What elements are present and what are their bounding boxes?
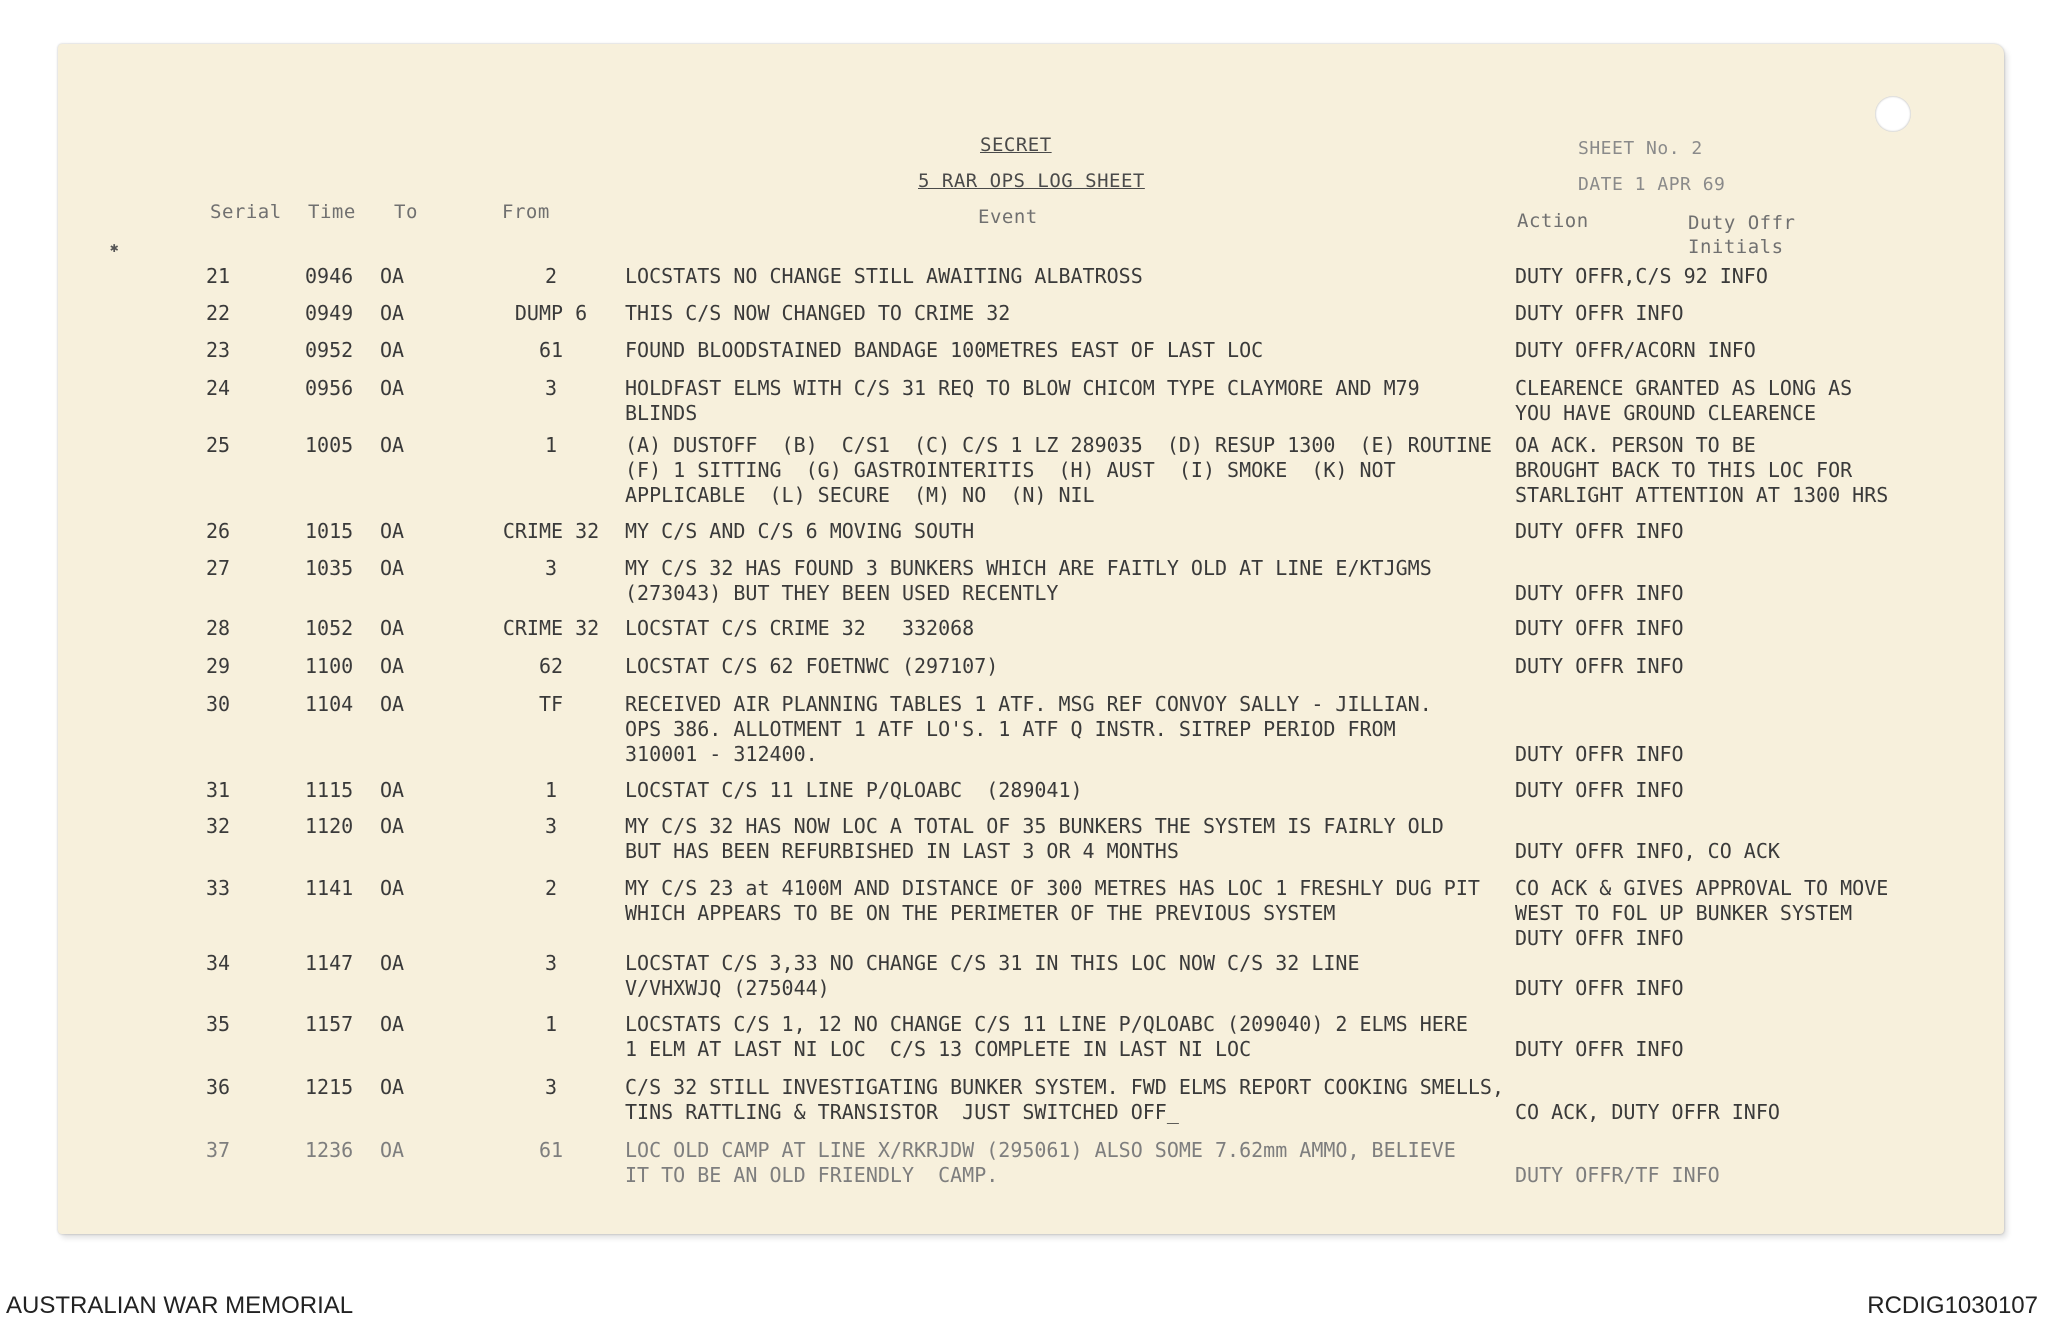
- time-cell: 1215: [305, 1075, 354, 1099]
- serial-cell: 28: [206, 616, 231, 640]
- archive-name: AUSTRALIAN WAR MEMORIAL: [6, 1292, 354, 1319]
- action-line: [1515, 1138, 1915, 1163]
- event-line: LOCSTATS C/S 1, 12 NO CHANGE C/S 11 LINE P/QLOABC (209040) 2 ELMS HERE: [625, 1012, 1468, 1036]
- event-cell: [625, 1012, 1575, 1062]
- action-line: [1515, 1075, 1915, 1100]
- from-cell: TF: [538, 692, 564, 716]
- time-cell: 1100: [305, 654, 354, 678]
- to-cell: OA: [380, 876, 405, 900]
- from-cell: 1: [544, 433, 558, 457]
- serial-cell: 23: [206, 338, 231, 362]
- event-line: 1 ELM AT LAST NI LOC C/S 13 COMPLETE IN LAST NI LOC: [625, 1037, 1252, 1061]
- to-cell: OA: [380, 338, 405, 362]
- event-line: HOLDFAST ELMS WITH C/S 31 REQ TO BLOW CHICOM TYPE CLAYMORE AND M79: [625, 376, 1420, 400]
- action-line: STARLIGHT ATTENTION AT 1300 HRS: [1515, 483, 1889, 507]
- margin-mark: ✱: [110, 240, 119, 256]
- time-cell: 1141: [305, 876, 354, 900]
- column-header-to: To: [394, 201, 418, 223]
- column-header-serial: Serial: [210, 201, 282, 223]
- time-cell: 0952: [305, 338, 354, 362]
- serial-cell: 35: [206, 1012, 231, 1036]
- time-cell: 1005: [305, 433, 354, 457]
- action-line: DUTY OFFR INFO: [1515, 519, 1684, 543]
- action-line: [1515, 717, 1915, 742]
- to-cell: OA: [380, 1138, 405, 1162]
- serial-cell: 27: [206, 556, 231, 580]
- to-cell: OA: [380, 376, 405, 400]
- event-cell: [625, 616, 1575, 641]
- column-header-action: Action: [1517, 210, 1589, 232]
- time-cell: 0949: [305, 301, 354, 325]
- to-cell: OA: [380, 654, 405, 678]
- event-cell: [625, 814, 1575, 864]
- to-cell: OA: [380, 519, 405, 543]
- to-cell: OA: [380, 1012, 405, 1036]
- time-cell: 1120: [305, 814, 354, 838]
- time-cell: 1035: [305, 556, 354, 580]
- action-line: DUTY OFFR INFO: [1515, 616, 1684, 640]
- action-cell: [1515, 692, 1915, 767]
- action-line: DUTY OFFR INFO: [1515, 301, 1684, 325]
- event-line: (A) DUSTOFF (B) C/S1 (C) C/S 1 LZ 289035 (D) RESUP 1300 (E) ROUTINE: [625, 433, 1492, 457]
- from-cell: 2: [544, 264, 558, 288]
- action-line: WEST TO FOL UP BUNKER SYSTEM: [1515, 901, 1853, 925]
- action-cell: [1515, 654, 1915, 679]
- action-cell: [1515, 301, 1915, 326]
- event-cell: [625, 264, 1575, 289]
- event-cell: [625, 1075, 1575, 1125]
- archive-footer: [0, 1292, 2048, 1322]
- action-cell: [1515, 1012, 1915, 1062]
- from-cell: 3: [544, 376, 558, 400]
- to-cell: OA: [380, 692, 405, 716]
- column-header-duty-officer: Duty Offr: [1688, 212, 1796, 234]
- event-cell: [625, 376, 1575, 426]
- event-cell: [625, 301, 1575, 326]
- document-title: 5 RAR OPS LOG SHEET: [918, 170, 1145, 192]
- event-line: (273043) BUT THEY BEEN USED RECENTLY: [625, 581, 1059, 605]
- event-line: LOCSTAT C/S 62 FOETNWC (297107): [625, 654, 999, 678]
- action-line: CO ACK, DUTY OFFR INFO: [1515, 1100, 1780, 1124]
- column-header-time: Time: [308, 201, 356, 223]
- serial-cell: 24: [206, 376, 231, 400]
- time-cell: 1236: [305, 1138, 354, 1162]
- event-cell: [625, 778, 1575, 803]
- event-line: THIS C/S NOW CHANGED TO CRIME 32: [625, 301, 1011, 325]
- time-cell: 1104: [305, 692, 354, 716]
- event-line: V/VHXWJQ (275044): [625, 976, 830, 1000]
- action-line: DUTY OFFR INFO: [1515, 742, 1684, 766]
- serial-cell: 25: [206, 433, 231, 457]
- serial-cell: 30: [206, 692, 231, 716]
- event-cell: [625, 1138, 1575, 1188]
- action-cell: [1515, 616, 1915, 641]
- punch-hole: [1875, 96, 1911, 132]
- to-cell: OA: [380, 1075, 405, 1099]
- event-line: MY C/S 32 HAS FOUND 3 BUNKERS WHICH ARE FAITLY OLD AT LINE E/KTJGMS: [625, 556, 1432, 580]
- action-line: [1515, 556, 1915, 581]
- action-line: DUTY OFFR INFO: [1515, 581, 1684, 605]
- serial-cell: 33: [206, 876, 231, 900]
- from-cell: 3: [544, 556, 558, 580]
- action-cell: [1515, 556, 1915, 606]
- event-line: OPS 386. ALLOTMENT 1 ATF LO'S. 1 ATF Q INSTR. SITREP PERIOD FROM: [625, 717, 1396, 741]
- sheet-number: SHEET No. 2: [1578, 138, 1703, 159]
- to-cell: OA: [380, 814, 405, 838]
- event-line: TINS RATTLING & TRANSISTOR JUST SWITCHED OFF_: [625, 1100, 1179, 1124]
- action-line: [1515, 1012, 1915, 1037]
- to-cell: OA: [380, 301, 405, 325]
- event-line: MY C/S 32 HAS NOW LOC A TOTAL OF 35 BUNKERS THE SYSTEM IS FAIRLY OLD: [625, 814, 1444, 838]
- time-cell: 0946: [305, 264, 354, 288]
- action-cell: [1515, 876, 1915, 951]
- event-line: MY C/S AND C/S 6 MOVING SOUTH: [625, 519, 975, 543]
- serial-cell: 29: [206, 654, 231, 678]
- archive-reference: RCDIG1030107: [1867, 1292, 2038, 1319]
- action-line: DUTY OFFR/ACORN INFO: [1515, 338, 1756, 362]
- action-line: DUTY OFFR/TF INFO: [1515, 1163, 1720, 1187]
- serial-cell: 36: [206, 1075, 231, 1099]
- to-cell: OA: [380, 951, 405, 975]
- from-cell: CRIME 32: [502, 616, 600, 640]
- action-line: OA ACK. PERSON TO BE: [1515, 433, 1756, 457]
- from-cell: 62: [538, 654, 564, 678]
- serial-cell: 37: [206, 1138, 231, 1162]
- event-cell: [625, 338, 1575, 363]
- serial-cell: 32: [206, 814, 231, 838]
- log-sheet-page: [58, 44, 2004, 1234]
- event-line: C/S 32 STILL INVESTIGATING BUNKER SYSTEM. FWD ELMS REPORT COOKING SMELLS,: [625, 1075, 1504, 1099]
- from-cell: 3: [544, 814, 558, 838]
- sheet-date: DATE 1 APR 69: [1578, 174, 1726, 195]
- from-cell: 61: [538, 338, 564, 362]
- event-line: MY C/S 23 at 4100M AND DISTANCE OF 300 METRES HAS LOC 1 FRESHLY DUG PIT: [625, 876, 1480, 900]
- serial-cell: 21: [206, 264, 231, 288]
- action-line: DUTY OFFR INFO: [1515, 926, 1684, 950]
- event-cell: [625, 556, 1575, 606]
- event-line: IT TO BE AN OLD FRIENDLY CAMP.: [625, 1163, 999, 1187]
- event-line: (F) 1 SITTING (G) GASTROINTERITIS (H) AUST (I) SMOKE (K) NOT: [625, 458, 1396, 482]
- to-cell: OA: [380, 264, 405, 288]
- time-cell: 1052: [305, 616, 354, 640]
- action-cell: [1515, 376, 1915, 426]
- from-cell: 1: [544, 778, 558, 802]
- event-line: LOCSTAT C/S 3,33 NO CHANGE C/S 31 IN THIS LOC NOW C/S 32 LINE: [625, 951, 1360, 975]
- action-cell: [1515, 519, 1915, 544]
- action-cell: [1515, 1138, 1915, 1188]
- event-cell: [625, 433, 1575, 508]
- event-line: BUT HAS BEEN REFURBISHED IN LAST 3 OR 4 MONTHS: [625, 839, 1179, 863]
- action-line: [1515, 692, 1915, 717]
- event-cell: [625, 692, 1575, 767]
- event-line: 310001 - 312400.: [625, 742, 818, 766]
- event-line: BLINDS: [625, 401, 698, 425]
- event-line: LOC OLD CAMP AT LINE X/RKRJDW (295061) ALSO SOME 7.62mm AMMO, BELIEVE: [625, 1138, 1456, 1162]
- from-cell: 61: [538, 1138, 564, 1162]
- action-line: DUTY OFFR INFO: [1515, 976, 1684, 1000]
- time-cell: 0956: [305, 376, 354, 400]
- serial-cell: 34: [206, 951, 231, 975]
- action-line: BROUGHT BACK TO THIS LOC FOR: [1515, 458, 1853, 482]
- time-cell: 1115: [305, 778, 354, 802]
- action-cell: [1515, 338, 1915, 363]
- event-line: LOCSTATS NO CHANGE STILL AWAITING ALBATROSS: [625, 264, 1143, 288]
- column-header-initials: Initials: [1688, 236, 1784, 258]
- event-line: RECEIVED AIR PLANNING TABLES 1 ATF. MSG REF CONVOY SALLY - JILLIAN.: [625, 692, 1432, 716]
- to-cell: OA: [380, 616, 405, 640]
- action-cell: [1515, 264, 1915, 289]
- event-line: FOUND BLOODSTAINED BANDAGE 100METRES EAST OF LAST LOC: [625, 338, 1264, 362]
- action-line: CLEARENCE GRANTED AS LONG AS: [1515, 376, 1853, 400]
- to-cell: OA: [380, 556, 405, 580]
- event-cell: [625, 876, 1575, 926]
- action-cell: [1515, 778, 1915, 803]
- column-header-from: From: [502, 201, 550, 223]
- to-cell: OA: [380, 433, 405, 457]
- time-cell: 1147: [305, 951, 354, 975]
- action-line: DUTY OFFR INFO, CO ACK: [1515, 839, 1780, 863]
- event-line: LOCSTAT C/S CRIME 32 332068: [625, 616, 975, 640]
- action-line: [1515, 951, 1915, 976]
- from-cell: 3: [544, 1075, 558, 1099]
- action-line: CO ACK & GIVES APPROVAL TO MOVE: [1515, 876, 1889, 900]
- column-header-event: Event: [978, 206, 1038, 228]
- serial-cell: 26: [206, 519, 231, 543]
- from-cell: CRIME 32: [502, 519, 600, 543]
- from-cell: 3: [544, 951, 558, 975]
- from-cell: 2: [544, 876, 558, 900]
- action-line: DUTY OFFR INFO: [1515, 1037, 1684, 1061]
- event-line: WHICH APPEARS TO BE ON THE PERIMETER OF THE PREVIOUS SYSTEM: [625, 901, 1336, 925]
- action-cell: [1515, 433, 1915, 508]
- event-cell: [625, 654, 1575, 679]
- time-cell: 1157: [305, 1012, 354, 1036]
- to-cell: OA: [380, 778, 405, 802]
- from-cell: DUMP 6: [514, 301, 588, 325]
- action-line: DUTY OFFR INFO: [1515, 654, 1684, 678]
- classification-heading: SECRET: [980, 134, 1052, 156]
- event-line: APPLICABLE (L) SECURE (M) NO (N) NIL: [625, 483, 1095, 507]
- event-cell: [625, 951, 1575, 1001]
- from-cell: 1: [544, 1012, 558, 1036]
- action-line: DUTY OFFR INFO: [1515, 778, 1684, 802]
- time-cell: 1015: [305, 519, 354, 543]
- action-line: DUTY OFFR,C/S 92 INFO: [1515, 264, 1768, 288]
- serial-cell: 31: [206, 778, 231, 802]
- action-cell: [1515, 814, 1915, 864]
- action-line: [1515, 814, 1915, 839]
- serial-cell: 22: [206, 301, 231, 325]
- action-line: YOU HAVE GROUND CLEARENCE: [1515, 401, 1817, 425]
- event-cell: [625, 519, 1575, 544]
- action-cell: [1515, 951, 1915, 1001]
- event-line: LOCSTAT C/S 11 LINE P/QLOABC (289041): [625, 778, 1083, 802]
- action-cell: [1515, 1075, 1915, 1125]
